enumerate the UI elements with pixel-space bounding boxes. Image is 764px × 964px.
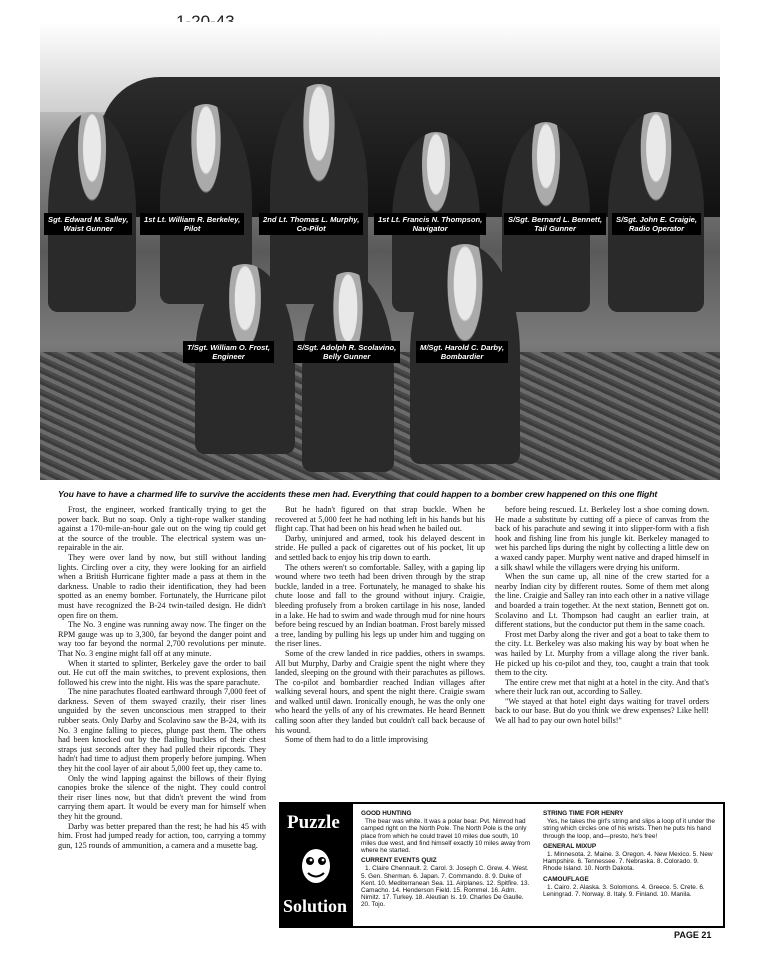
crew-label: Sgt. Edward M. Salley, Waist Gunner <box>44 213 132 235</box>
paragraph: Some of the crew landed in rice paddies, others in swamps. All but Murphy, Darby and Craigie spent the night where they landed, sleeping on the ground with their parachutes as pillows. The co-pilot and bombardier reached Indian villages after walking several hours, and spent the night there. Craigie swam and walked until dawn. Ironically enough, he was the only one who heard the yells of any of his crewmates. He heard Bennett calling soon after they landed but couldn't call back because of his wound. <box>275 648 485 735</box>
paragraph: But he hadn't figured on that strap buckle. When he recovered at 5,000 feet he had nothing left in his hands but his flight cap. That had been on his head when he bailed out. <box>275 505 485 534</box>
puzzle-logo <box>281 804 353 926</box>
paragraph: Frost met Darby along the river and got a boat to take them to the city. Lt. Berkeley was also making his way by boat when he was hailed by Lt. Murphy from a village along the river bank. He picked up his co-pilot and they, too, caught a train that took them to the city. <box>495 629 709 678</box>
paragraph: When it started to splinter, Berkeley gave the order to bail out. He cut off the main switches, to prevent explosions, then followed his crew into the night. His was the spare parachute. <box>58 658 266 687</box>
article-column-3 <box>495 505 709 726</box>
paragraph: Only the wind lapping against the billows of their flying canopies broke the silence of the night. They could control their riser lines now, but that didn't prevent the wind from carrying them apart. It would be every man for himself when they hit the ground. <box>58 773 266 821</box>
paragraph: The nine parachutes floated earthward through 7,000 feet of darkness. Seven of them swayed crazily, their riser lines unguided by the seven unconscious men strapped to their rubber seats. Only Darby and Scolavino saw the B-24, with its No. 3 engine falling to pieces, plunge past them. The others had been knocked out by the flailing buckles of their chest straps just seconds after they had pulled their ripcords. They hadn't had time to adjust them properly before jumping. When they hit the cool layer of air about 5,000 feet up, they came to. <box>58 687 266 774</box>
crew-label: S/Sgt. John E. Craigie, Radio Operator <box>612 213 701 235</box>
puzzle-column-2 <box>543 810 717 901</box>
logo-word-solution: Solution <box>283 896 348 916</box>
puzzle-answer: 1. Cairo. 2. Alaska. 3. Solomons. 4. Greece. 5. Crete. 6. Leningrad. 7. Norway. 8. Italy. 9. Finland. 10. Manila. <box>543 883 705 899</box>
puzzle-heading: CAMOUFLAGE <box>543 875 589 883</box>
puzzle-heading: CURRENT EVENTS QUIZ <box>361 857 437 865</box>
paragraph: The No. 3 engine was running away now. The finger on the RPM gauge was up to 3,300, far beyond the danger point and way too far beyond the normal 2,700 revolutions per minute. That No. 3 engine might fall off at any minute. <box>58 620 266 658</box>
crew-figure <box>302 272 394 472</box>
paragraph: When the sun came up, all nine of the crew started for a nearby Indian city by different routes. Some of them met along the line. Craigie and Salley ran into each other in a native village and boarded a train together. At the next station, Bennett got on. Scolavino and Lt. Thompson had caught an earlier train, at different stations, but the conductor put them in the same coach. <box>495 572 709 630</box>
paragraph: The entire crew met that night at a hotel in the city. And that's where their luck ran out, according to Salley. <box>495 677 709 697</box>
puzzle-solution-box <box>279 802 725 928</box>
page-number: PAGE 21 <box>674 930 712 940</box>
paragraph: Darby, uninjured and armed, took his delayed descent in stride. He pulled a pack of cigarettes out of his pocket, lit up and settled back to enjoy his trip down to earth. <box>275 533 485 562</box>
crew-label: 1st Lt. Francis N. Thompson, Navigator <box>374 213 486 235</box>
logo-word-puzzle: Puzzle <box>287 812 340 833</box>
puzzle-column-1 <box>361 810 533 912</box>
crew-label: 1st Lt. William R. Berkeley, Pilot <box>140 213 244 235</box>
photo-caption: You have to have a charmed life to survive the accidents these men had. Everything that could happen to a bomber crew happened on this one flight <box>58 489 658 499</box>
crew-label: T/Sgt. William O. Frost, Engineer <box>183 341 274 363</box>
crew-photo <box>40 22 720 480</box>
puzzle-heading: GOOD HUNTING <box>361 810 412 817</box>
paragraph: Darby was better prepared than the rest; he had his 45 with him. Frost had jumped ready for action, too, carrying a tommy gun, 125 rounds of ammunition, a camera and a musette bag. <box>58 821 266 850</box>
puzzle-heading: GENERAL MIXUP <box>543 842 597 850</box>
puzzle-answer: 1. Minnesota. 2. Maine. 3. Oregon. 4. New Mexico. 5. New Hampshire. 6. Tennessee. 7. Nebraska. 8. Colorado. 9. Rhode Island. 10. North Dakota. <box>543 851 713 873</box>
paragraph: The others weren't so comfortable. Salley, with a gaping lip wound where two teeth had been driven through by the strap buckle, landed in a tree. Fortunately, he managed to shake his chute loose and fall to the ground without injury. Craigie, bleeding profusely from a broken cartilage in his nose, landed in a lake. He had to swim and wade through mud for nine hours before being rescued by an Indian boatman. Frost barely missed a tree, landing by pulling his legs up under him and tugging on the riser lines. <box>275 562 485 649</box>
crew-figure <box>270 84 368 304</box>
paragraph: Some of them had to do a little improvising <box>285 735 428 745</box>
crew-label: S/Sgt. Adolph R. Scolavino, Belly Gunner <box>293 341 400 363</box>
puzzle-heading: STRING TIME FOR HENRY <box>543 810 624 817</box>
paragraph: before being rescued. Lt. Berkeley lost a shoe coming down. He made a substitute by cutting off a piece of canvas from the back of his parachute and sewing it into slipper-form with a fish hook and fishing line from his jungle kit. Berkeley managed to wet his parched lips during the night by collecting a little dew on a waxed candy paper. Murphy went native and draped himself in a silk shawl while the villagers were drying his uniform. <box>495 505 709 572</box>
puzzle-answer: Yes, he takes the girl's string and slips a loop of it under the string which circles one of his wrists. Then he puts his hand through the loop, and—presto, he's free! <box>543 818 715 840</box>
crew-figure <box>608 112 704 312</box>
puzzle-answer: The bear was white. It was a polar bear. Pvt. Nimrod had camped right on the North Pole. The North Pole is the only place from which he could travel 10 miles due south, 10 miles due west, and find himself exactly 10 miles away from where he started. <box>361 818 531 855</box>
cartoon-face-icon <box>299 846 333 886</box>
crew-label: M/Sgt. Harold C. Darby, Bombardier <box>416 341 508 363</box>
paragraph: Frost, the engineer, worked frantically trying to get the power back. But no soap. Only a tight-rope walker standing against a 170-mile-an-hour gale out on the wing tip could get at the source of the trouble. The electrical system was un-repairable in the air. <box>58 505 266 553</box>
paragraph: They were over land by now, but still without landing lights. Circling over a city, they were looking for an airfield when a British Hurricane fighter made a pass at them in the darkness. Unable to radio their identification, they had been spotted as an enemy bomber. Fortunately, the Hurricane pilot must have recognized the B-24 twin-tailed design. He didn't open fire on them. <box>58 552 266 620</box>
article-column-1 <box>58 505 266 850</box>
crew-figure <box>48 112 136 312</box>
crew-label: 2nd Lt. Thomas L. Murphy, Co-Pilot <box>259 213 363 235</box>
article-column-2 <box>275 505 485 745</box>
puzzle-answer: 1. Claire Chennault. 2. Carol. 3. Joseph C. Grew. 4. West. 5. Gen. Sherman. 6. Japan. 7. Commando. 8. 9. Duke of Kent. 10. Mediterranean Sea. 11. Airplanes. 12. Spitfire. 13. Camacho. 14. Henderson Field. 15. Rommel. 16. Adm. Nimitz. 17. Turkey. 18. Aleutian Is. 19. Charles De Gaulle. 20. Tojo. <box>361 865 530 909</box>
paragraph: "We stayed at that hotel eight days waiting for travel orders back to our base. But do you think we drew expenses? Like hell! We all had to pay our own hotel bills!" <box>495 696 709 726</box>
crew-label: S/Sgt. Bernard L. Bennett, Tail Gunner <box>504 213 606 235</box>
